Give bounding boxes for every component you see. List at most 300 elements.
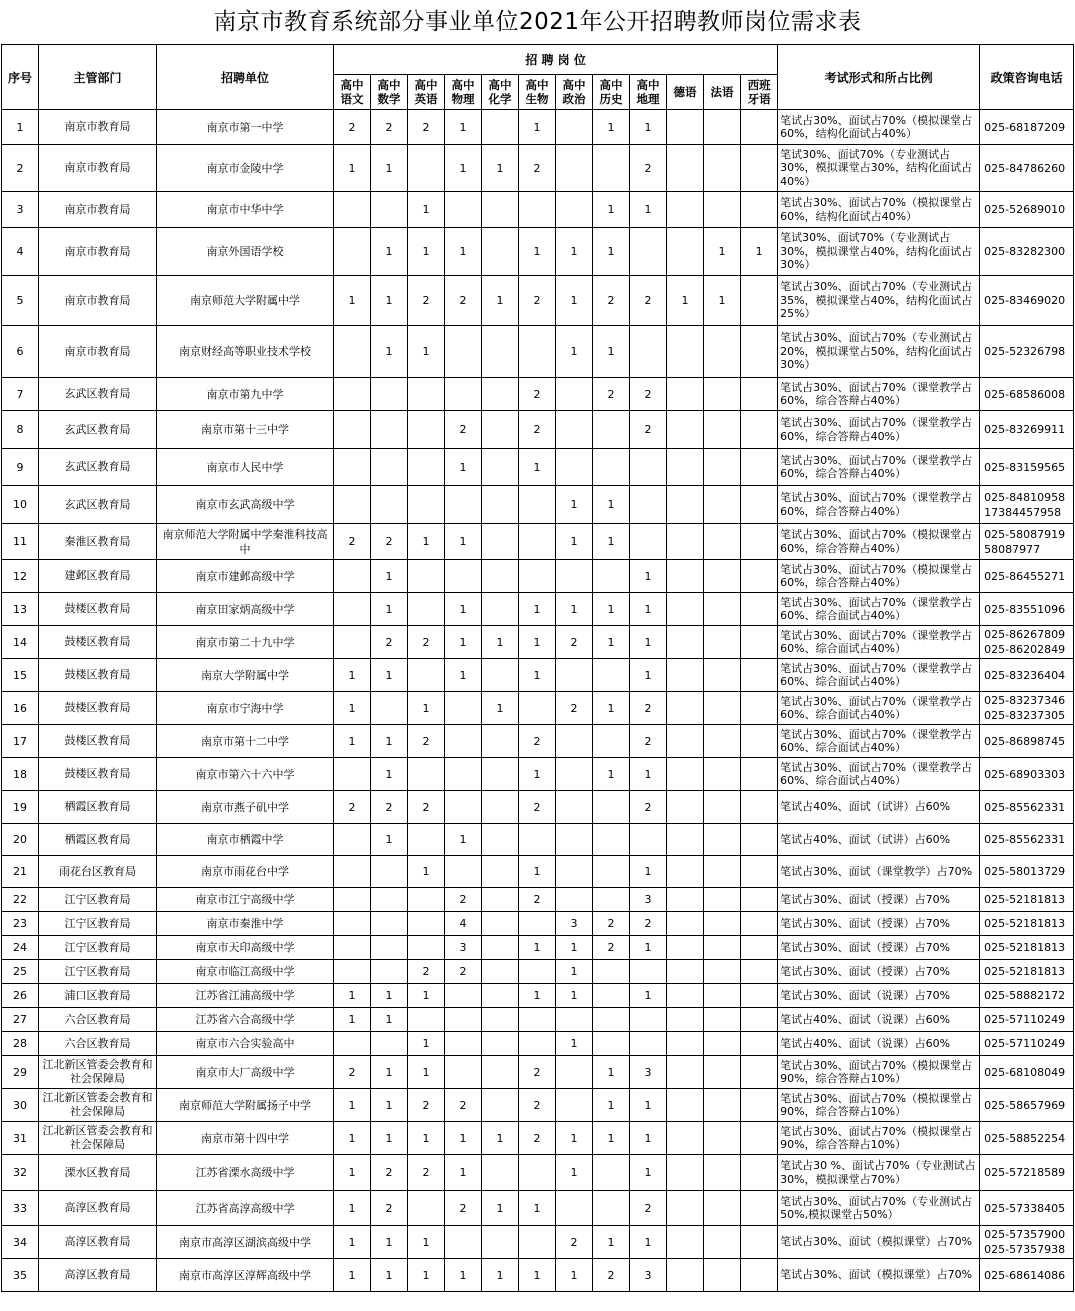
exam-cell: 笔试占30%、面试占70%（课堂教学占60%、综合面试占40%） [778, 758, 980, 791]
phone-cell: 025-58013729 [980, 856, 1074, 888]
position-count-cell [667, 192, 704, 228]
phone-cell: 025-83282300 [980, 228, 1074, 276]
position-count-cell [334, 824, 371, 856]
position-count-cell: 3 [630, 1259, 667, 1292]
position-count-cell: 1 [371, 1226, 408, 1259]
position-count-cell: 1 [556, 326, 593, 378]
position-count-cell: 1 [371, 1122, 408, 1155]
position-count-cell [667, 1155, 704, 1191]
table-row [2, 110, 1074, 145]
position-count-cell [482, 888, 519, 912]
dept-cell: 南京市教育局 [39, 192, 157, 228]
position-count-cell [408, 593, 445, 626]
position-count-cell: 1 [334, 1008, 371, 1032]
position-count-cell [667, 1191, 704, 1226]
exam-cell: 笔试占30%、面试占70%（模拟课堂占60%，综合答辩占40%） [778, 524, 980, 560]
phone-cell: 025-84786260 [980, 145, 1074, 192]
position-count-cell: 1 [371, 725, 408, 758]
row-number: 12 [2, 560, 39, 593]
position-count-cell [482, 725, 519, 758]
position-count-cell [556, 888, 593, 912]
unit-cell: 南京市第十四中学 [157, 1122, 334, 1155]
phone-cell: 025-85562331 [980, 824, 1074, 856]
position-count-cell: 1 [593, 228, 630, 276]
position-count-cell [593, 1155, 630, 1191]
position-count-cell [445, 758, 482, 791]
exam-cell: 笔试占30%、面试占70%（课堂教学占 60%，综合答辩占40%） [778, 411, 980, 449]
position-count-cell [667, 912, 704, 936]
position-count-cell [556, 1191, 593, 1226]
exam-cell: 笔试占30%、面试占70%（专业测试占35%，模拟课堂占40%，结构化面试占25%） [778, 276, 980, 326]
exam-cell: 笔试占30%、面试占70%（专业测试占20%，模拟课堂占50%，结构化面试占30%） [778, 326, 980, 378]
position-count-cell [593, 960, 630, 984]
exam-cell: 笔试占30%、面试（授课）占70% [778, 912, 980, 936]
dept-cell: 玄武区教育局 [39, 411, 157, 449]
exam-cell: 笔试占40%、面试（试讲）占60% [778, 824, 980, 856]
table-row [2, 856, 1074, 888]
position-count-cell [667, 145, 704, 192]
unit-cell: 南京市第二十九中学 [157, 626, 334, 659]
position-count-cell: 2 [556, 1226, 593, 1259]
header-subject: 高中生物 [519, 75, 556, 110]
position-count-cell: 2 [630, 791, 667, 824]
dept-cell: 南京市教育局 [39, 276, 157, 326]
position-count-cell: 2 [519, 1122, 556, 1155]
position-count-cell [371, 960, 408, 984]
position-count-cell [519, 560, 556, 593]
position-count-cell [630, 326, 667, 378]
position-count-cell [667, 524, 704, 560]
position-count-cell [630, 1032, 667, 1056]
position-count-cell: 1 [593, 593, 630, 626]
position-count-cell: 1 [445, 524, 482, 560]
position-count-cell [741, 145, 778, 192]
row-number: 17 [2, 725, 39, 758]
position-count-cell [704, 758, 741, 791]
position-count-cell [482, 960, 519, 984]
unit-cell: 南京财经高等职业技术学校 [157, 326, 334, 378]
unit-cell: 南京市天印高级中学 [157, 936, 334, 960]
position-count-cell [408, 560, 445, 593]
position-count-cell [519, 326, 556, 378]
position-count-cell [667, 692, 704, 725]
row-number: 25 [2, 960, 39, 984]
exam-cell: 笔试占30%、面试（模拟课堂）占70% [778, 1226, 980, 1259]
position-count-cell [667, 326, 704, 378]
position-count-cell: 1 [371, 326, 408, 378]
dept-cell: 江北新区管委会教育和社会保障局 [39, 1056, 157, 1089]
position-count-cell: 2 [334, 1056, 371, 1089]
position-count-cell: 1 [556, 1155, 593, 1191]
unit-cell: 江苏省溧水高级中学 [157, 1155, 334, 1191]
position-count-cell [741, 1226, 778, 1259]
position-count-cell [630, 1008, 667, 1032]
position-count-cell [667, 110, 704, 145]
position-count-cell: 1 [482, 145, 519, 192]
position-count-cell: 1 [371, 758, 408, 791]
row-number: 7 [2, 378, 39, 411]
exam-cell: 笔试占30%、面试（模拟课堂）占70% [778, 1259, 980, 1292]
position-count-cell [667, 984, 704, 1008]
unit-cell: 南京市栖霞中学 [157, 824, 334, 856]
position-count-cell [667, 486, 704, 524]
position-count-cell: 1 [519, 1259, 556, 1292]
position-count-cell [334, 449, 371, 486]
recruitment-table [1, 44, 1074, 1292]
position-count-cell: 1 [593, 192, 630, 228]
position-count-cell [704, 912, 741, 936]
header-subject: 高中化学 [482, 75, 519, 110]
position-count-cell [593, 1008, 630, 1032]
position-count-cell [704, 1259, 741, 1292]
position-count-cell [630, 524, 667, 560]
row-number: 31 [2, 1122, 39, 1155]
position-count-cell [445, 1032, 482, 1056]
position-count-cell [445, 326, 482, 378]
position-count-cell: 1 [519, 758, 556, 791]
unit-cell: 南京市第十三中学 [157, 411, 334, 449]
position-count-cell [667, 1032, 704, 1056]
phone-cell: 025-68108049 [980, 1056, 1074, 1089]
position-count-cell [334, 593, 371, 626]
position-count-cell: 2 [445, 888, 482, 912]
position-count-cell: 2 [334, 791, 371, 824]
position-count-cell: 3 [445, 936, 482, 960]
position-count-cell [334, 228, 371, 276]
position-count-cell: 2 [519, 888, 556, 912]
position-count-cell: 1 [593, 1122, 630, 1155]
position-count-cell [482, 1226, 519, 1259]
position-count-cell [371, 692, 408, 725]
position-count-cell [704, 1008, 741, 1032]
position-count-cell: 1 [667, 276, 704, 326]
position-count-cell [630, 824, 667, 856]
position-count-cell [593, 411, 630, 449]
position-count-cell: 1 [482, 1122, 519, 1155]
position-count-cell: 1 [408, 1259, 445, 1292]
position-count-cell: 1 [334, 692, 371, 725]
position-count-cell [556, 411, 593, 449]
table-row [2, 228, 1074, 276]
position-count-cell [482, 192, 519, 228]
position-count-cell: 1 [445, 1259, 482, 1292]
position-count-cell [519, 1226, 556, 1259]
position-count-cell [334, 378, 371, 411]
position-count-cell: 1 [593, 1226, 630, 1259]
table-row [2, 378, 1074, 411]
row-number: 15 [2, 659, 39, 692]
row-number: 8 [2, 411, 39, 449]
position-count-cell [408, 1191, 445, 1226]
position-count-cell: 1 [482, 692, 519, 725]
dept-cell: 六合区教育局 [39, 1032, 157, 1056]
phone-cell: 025-57218589 [980, 1155, 1074, 1191]
position-count-cell [408, 145, 445, 192]
position-count-cell [482, 1155, 519, 1191]
position-count-cell [371, 192, 408, 228]
phone-cell: 025-85562331 [980, 791, 1074, 824]
position-count-cell [667, 888, 704, 912]
phone-cell: 025-83469020 [980, 276, 1074, 326]
position-count-cell: 2 [445, 276, 482, 326]
dept-cell: 雨花台区教育局 [39, 856, 157, 888]
position-count-cell [482, 984, 519, 1008]
position-count-cell [704, 1155, 741, 1191]
position-count-cell [704, 1122, 741, 1155]
position-count-cell [445, 791, 482, 824]
exam-cell: 笔试占30%、面试（授课）占70% [778, 960, 980, 984]
unit-cell: 南京市临江高级中学 [157, 960, 334, 984]
phone-cell: 025-58852254 [980, 1122, 1074, 1155]
position-count-cell [334, 856, 371, 888]
unit-cell: 南京市第六十六中学 [157, 758, 334, 791]
dept-cell: 栖霞区教育局 [39, 791, 157, 824]
position-count-cell [704, 626, 741, 659]
table-row [2, 276, 1074, 326]
dept-cell: 江宁区教育局 [39, 888, 157, 912]
row-number: 23 [2, 912, 39, 936]
position-count-cell [704, 1032, 741, 1056]
dept-cell: 高淳区教育局 [39, 1191, 157, 1226]
table-row [2, 984, 1074, 1008]
position-count-cell: 2 [630, 411, 667, 449]
position-count-cell [519, 192, 556, 228]
position-count-cell: 2 [334, 110, 371, 145]
position-count-cell [741, 524, 778, 560]
position-count-cell: 1 [593, 326, 630, 378]
position-count-cell [408, 486, 445, 524]
position-count-cell: 1 [630, 758, 667, 791]
table-row [2, 1122, 1074, 1155]
position-count-cell [741, 1056, 778, 1089]
header-subject: 高中历史 [593, 75, 630, 110]
position-count-cell [741, 276, 778, 326]
position-count-cell [704, 192, 741, 228]
position-count-cell [741, 1122, 778, 1155]
position-count-cell [667, 593, 704, 626]
position-count-cell [519, 1155, 556, 1191]
position-count-cell [704, 560, 741, 593]
unit-cell: 南京市建邺高级中学 [157, 560, 334, 593]
header-subject: 高中物理 [445, 75, 482, 110]
position-count-cell [667, 411, 704, 449]
exam-cell: 笔试占30%、面试（说课）占70% [778, 984, 980, 1008]
phone-cell: 025-86898745 [980, 725, 1074, 758]
position-count-cell: 2 [408, 276, 445, 326]
position-count-cell [519, 912, 556, 936]
position-count-cell: 1 [630, 192, 667, 228]
position-count-cell [741, 960, 778, 984]
position-count-cell: 2 [408, 791, 445, 824]
position-count-cell: 2 [593, 378, 630, 411]
position-count-cell [667, 449, 704, 486]
position-count-cell [482, 912, 519, 936]
position-count-cell [519, 1008, 556, 1032]
position-count-cell [556, 758, 593, 791]
exam-cell: 笔试30%、面试70%（专业测试占30%，模拟课堂占30%，结构化面试占40%） [778, 145, 980, 192]
position-count-cell [667, 758, 704, 791]
position-count-cell [593, 1032, 630, 1056]
position-count-cell [741, 110, 778, 145]
position-count-cell [445, 984, 482, 1008]
exam-cell: 笔试30%、面试70%（专业测试占30%，模拟课堂占40%，结构化面试占30%） [778, 228, 980, 276]
unit-cell: 南京市第一中学 [157, 110, 334, 145]
unit-cell: 南京外国语学校 [157, 228, 334, 276]
row-number: 27 [2, 1008, 39, 1032]
phone-cell: 025-57110249 [980, 1032, 1074, 1056]
table-row [2, 725, 1074, 758]
position-count-cell: 1 [630, 593, 667, 626]
position-count-cell [741, 560, 778, 593]
position-count-cell [667, 228, 704, 276]
table-row [2, 145, 1074, 192]
position-count-cell [593, 449, 630, 486]
table-row [2, 593, 1074, 626]
exam-cell: 笔试占30%、面试占70%（课堂教学占60%、综合面试占40%） [778, 659, 980, 692]
unit-cell: 南京市高淳区淳辉高级中学 [157, 1259, 334, 1292]
position-count-cell: 1 [556, 524, 593, 560]
position-count-cell: 2 [593, 936, 630, 960]
phone-cell: 025-83159565 [980, 449, 1074, 486]
position-count-cell: 1 [482, 276, 519, 326]
phone-cell: 025-83551096 [980, 593, 1074, 626]
dept-cell: 鼓楼区教育局 [39, 758, 157, 791]
position-count-cell [408, 659, 445, 692]
position-count-cell [408, 758, 445, 791]
phone-cell: 025-68586008 [980, 378, 1074, 411]
position-count-cell: 2 [519, 1056, 556, 1089]
position-count-cell: 2 [630, 276, 667, 326]
dept-cell: 江北新区管委会教育和社会保障局 [39, 1089, 157, 1122]
position-count-cell: 1 [334, 984, 371, 1008]
phone-cell: 025-52689010 [980, 192, 1074, 228]
position-count-cell [741, 984, 778, 1008]
phone-cell: 025-52181813 [980, 936, 1074, 960]
dept-cell: 鼓楼区教育局 [39, 593, 157, 626]
position-count-cell [334, 192, 371, 228]
position-count-cell: 2 [371, 1191, 408, 1226]
position-count-cell: 1 [408, 524, 445, 560]
phone-cell: 025-52181813 [980, 888, 1074, 912]
phone-cell: 025-58657969 [980, 1089, 1074, 1122]
position-count-cell: 1 [519, 856, 556, 888]
exam-cell: 笔试占30 %、面试占70%（专业测试占30%，模拟课堂占70%） [778, 1155, 980, 1191]
dept-cell: 鼓楼区教育局 [39, 725, 157, 758]
position-count-cell [482, 560, 519, 593]
position-count-cell [741, 758, 778, 791]
position-count-cell: 1 [334, 276, 371, 326]
phone-cell: 025-57110249 [980, 1008, 1074, 1032]
position-count-cell [556, 110, 593, 145]
row-number: 2 [2, 145, 39, 192]
table-row [2, 960, 1074, 984]
exam-cell: 笔试占30%、面试占70%（模拟课堂占90%，综合答辩占10%） [778, 1056, 980, 1089]
position-count-cell: 1 [445, 1122, 482, 1155]
position-count-cell [667, 725, 704, 758]
position-count-cell [334, 560, 371, 593]
position-count-cell: 2 [519, 725, 556, 758]
dept-cell: 南京市教育局 [39, 326, 157, 378]
position-count-cell [445, 192, 482, 228]
dept-cell: 秦淮区教育局 [39, 524, 157, 560]
row-number: 3 [2, 192, 39, 228]
position-count-cell: 1 [408, 326, 445, 378]
table-row [2, 888, 1074, 912]
row-number: 34 [2, 1226, 39, 1259]
position-count-cell [667, 856, 704, 888]
position-count-cell [556, 449, 593, 486]
header-subject: 西班牙语 [741, 75, 778, 110]
phone-cell: 025-58087919 58087977 [980, 524, 1074, 560]
position-count-cell [482, 1089, 519, 1122]
dept-cell: 玄武区教育局 [39, 378, 157, 411]
position-count-cell: 3 [630, 888, 667, 912]
position-count-cell: 1 [519, 1191, 556, 1226]
position-count-cell: 1 [334, 145, 371, 192]
position-count-cell [704, 791, 741, 824]
unit-cell: 南京市中华中学 [157, 192, 334, 228]
position-count-cell: 3 [630, 1056, 667, 1089]
position-count-cell [741, 378, 778, 411]
position-count-cell [519, 1032, 556, 1056]
position-count-cell: 2 [630, 912, 667, 936]
position-count-cell [482, 659, 519, 692]
position-count-cell [556, 192, 593, 228]
position-count-cell [482, 524, 519, 560]
table-row [2, 524, 1074, 560]
position-count-cell: 1 [482, 1259, 519, 1292]
header-subject: 高中政治 [556, 75, 593, 110]
position-count-cell: 2 [371, 791, 408, 824]
row-number: 10 [2, 486, 39, 524]
table-row [2, 1226, 1074, 1259]
header-phone: 政策咨询电话 [980, 45, 1074, 110]
row-number: 5 [2, 276, 39, 326]
position-count-cell [667, 1226, 704, 1259]
position-count-cell [593, 824, 630, 856]
position-count-cell [704, 1191, 741, 1226]
exam-cell: 笔试占30%、面试占70%（专业测试占50%,模拟课堂占50%） [778, 1191, 980, 1226]
row-number: 21 [2, 856, 39, 888]
position-count-cell [630, 228, 667, 276]
position-count-cell: 1 [408, 1122, 445, 1155]
row-number: 22 [2, 888, 39, 912]
position-count-cell: 1 [556, 936, 593, 960]
position-count-cell [593, 659, 630, 692]
position-count-cell [482, 378, 519, 411]
position-count-cell: 1 [593, 110, 630, 145]
position-count-cell [630, 449, 667, 486]
position-count-cell: 2 [556, 626, 593, 659]
position-count-cell: 1 [334, 1259, 371, 1292]
position-count-cell [334, 486, 371, 524]
table-row [2, 936, 1074, 960]
position-count-cell: 1 [630, 936, 667, 960]
row-number: 18 [2, 758, 39, 791]
exam-cell: 笔试占30%、面试占70%（课堂教学占 60%，综合答辩占40%） [778, 449, 980, 486]
row-number: 4 [2, 228, 39, 276]
position-count-cell [482, 593, 519, 626]
position-count-cell [741, 824, 778, 856]
position-count-cell: 2 [408, 725, 445, 758]
position-count-cell: 1 [445, 659, 482, 692]
position-count-cell [704, 1089, 741, 1122]
position-count-cell [556, 1056, 593, 1089]
position-count-cell [556, 378, 593, 411]
table-row [2, 326, 1074, 378]
position-count-cell: 1 [408, 192, 445, 228]
position-count-cell: 1 [519, 626, 556, 659]
